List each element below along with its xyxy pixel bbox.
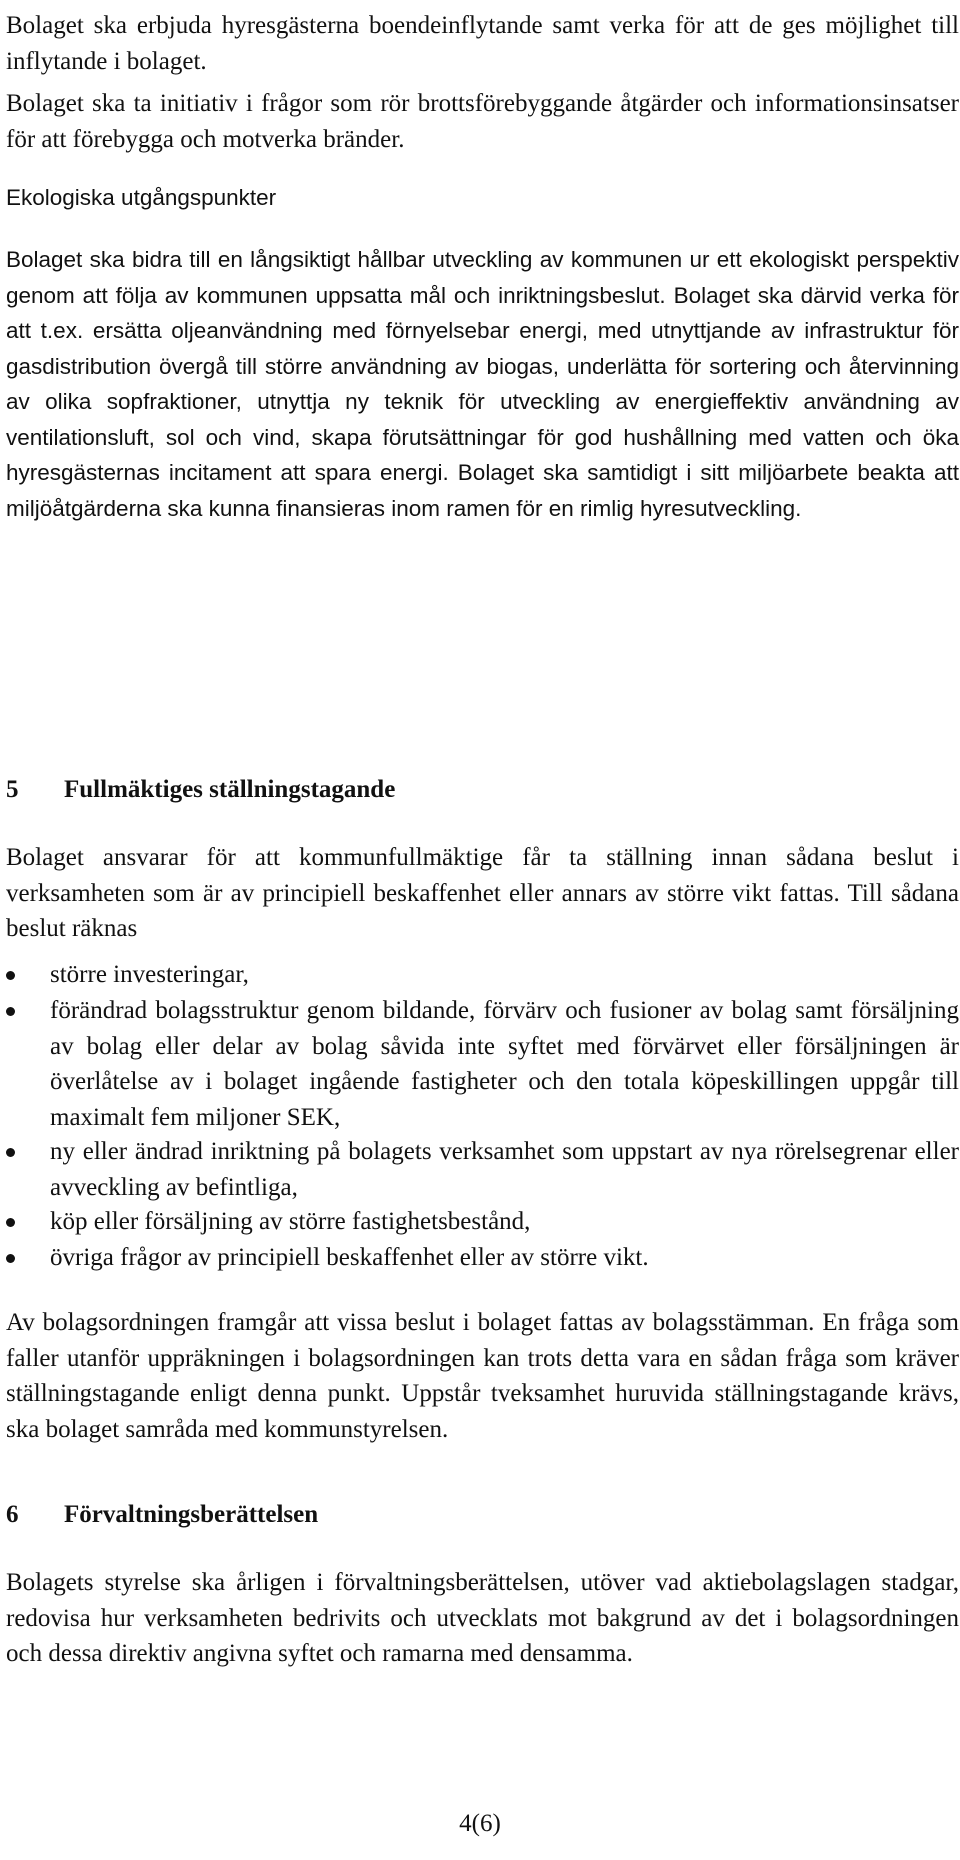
section-6-body: Bolagets styrelse ska årligen i förvaltningsberättelsen, utöver vad aktiebolagslagen stadgar, redovisa hur verksamheten bedrivits och utvecklats mot bakgrund av det i bolagsordningen och dessa direktiv angivna syftet och ramarna med densamma. — [6, 1569, 959, 1667]
page-number: 4(6) — [459, 1810, 501, 1837]
section-5-title: Fullmäktiges ställningstagande — [64, 776, 396, 803]
bullet-item — [6, 1134, 959, 1205]
bullet-text: köp eller försäljning av större fastighetsbestånd, — [50, 1208, 531, 1235]
bullet-icon — [6, 1218, 15, 1227]
section-5-outro: Av bolagsordningen framgår att vissa beslut i bolaget fattas av bolagsstämman. En fråga som faller utanför uppräkningen i bolagsordningen kan trots detta vara en sådan fråga som kräver ställningstagande enligt denna punkt. Uppstår tveksamhet huruvida ställningstagande krävs, ska bolaget samråda med kommunstyrelsen. — [6, 1309, 959, 1443]
bullet-item — [6, 1204, 959, 1240]
section-5-intro: Bolaget ansvarar för att kommunfullmäktige får ta ställning innan sådana beslut i verksamheten som är av principiell beskaffenhet eller annars av större vikt fattas. Till sådana beslut räknas — [6, 844, 959, 942]
section-6-title: Förvaltningsberättelsen — [64, 1501, 319, 1528]
section-5-number: 5 — [6, 776, 19, 803]
bullet-icon — [6, 1007, 15, 1016]
paragraph-hyresgaster: Bolaget ska erbjuda hyresgästerna boendeinflytande samt verka för att de ges möjlighet till inflytande i bolaget. — [6, 12, 959, 75]
bullet-icon — [6, 971, 15, 980]
bullet-text: förändrad bolagsstruktur genom bildande, förvärv och fusioner av bolag samt försäljning av bolag eller delar av bolag såvida inte syftet med förvärvet eller försäljningen är överlåtelse av i bolaget ingående fastigheter och den totala köpeskillingen uppgår till maximalt fem miljoner SEK, — [50, 997, 959, 1131]
section-6-number: 6 — [6, 1501, 19, 1528]
paragraph-brottsforebyggande: Bolaget ska ta initiativ i frågor som rör brottsförebyggande åtgärder och informationsinsatser för att förebygga och motverka bränder. — [6, 90, 959, 153]
bullet-text: större investeringar, — [50, 961, 249, 988]
bullet-item — [6, 993, 959, 1135]
bullet-text: övriga frågor av principiell beskaffenhet eller av större vikt. — [50, 1244, 649, 1271]
bullet-item — [6, 1240, 959, 1276]
bullet-item — [6, 957, 959, 993]
section-5-heading — [6, 772, 395, 808]
bullet-icon — [6, 1254, 15, 1263]
bullet-icon — [6, 1148, 15, 1157]
bullet-text: ny eller ändrad inriktning på bolagets verksamhet som uppstart av nya rörelsegrenar eller avveckling av befintliga, — [50, 1138, 959, 1201]
subheading-ekologiska: Ekologiska utgångspunkter — [6, 185, 277, 210]
section-6-heading — [6, 1497, 318, 1533]
paragraph-ekologiska: Bolaget ska bidra till en långsiktigt hållbar utveckling av kommunen ur ett ekologiskt perspektiv genom att följa av kommunen uppsatta mål och inriktningsbeslut. Bolaget ska därvid verka för att t.ex. ersätta oljeanvändning med förnyelsebar energi, med utnyttjande av infrastruktur för gasdistribution övergå till större användning av biogas, underlätta för sortering och återvinning av olika sopfraktioner, utnyttja ny teknik för utveckling av energieffektiv användning av ventilationsluft, sol och vind, skapa förutsättningar för god hushållning med vatten och öka hyresgästernas incitament att spara energi. Bolaget ska samtidigt i sitt miljöarbete beakta att miljöåtgärderna ska kunna finansieras inom ramen för en rimlig hyresutveckling. — [6, 247, 959, 521]
